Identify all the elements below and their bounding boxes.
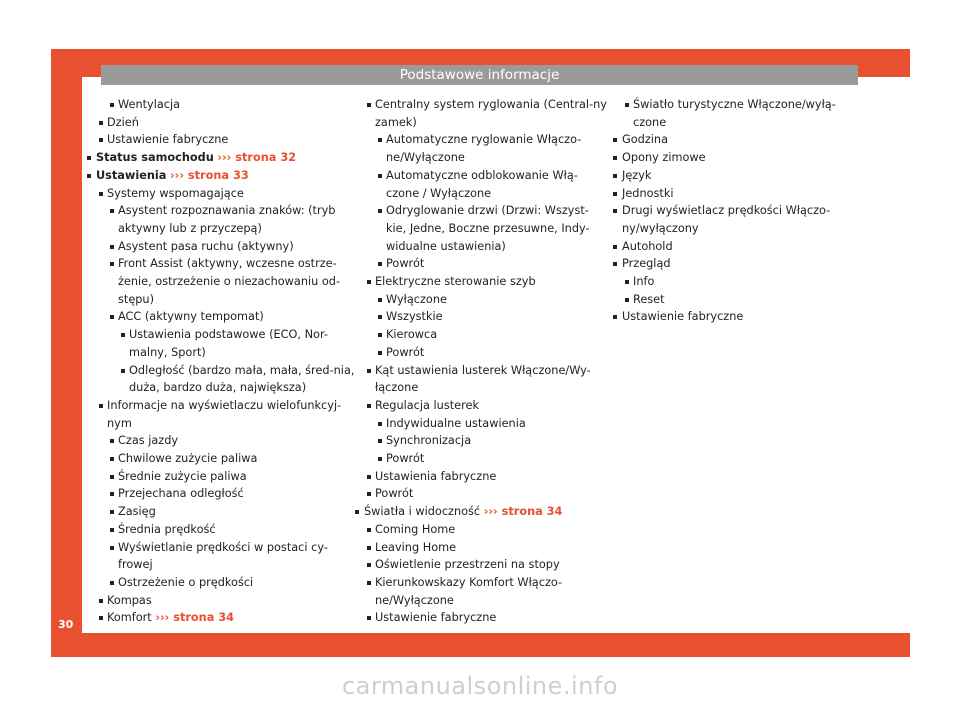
list-item <box>96 432 356 450</box>
page-reference-link[interactable]: ››› strona 33 <box>170 168 249 182</box>
list-item <box>364 521 609 539</box>
list-item <box>96 485 356 503</box>
list-item <box>622 308 852 326</box>
list-item-text: Kąt ustawienia lusterek Włączone/Wy-łączone <box>375 363 591 395</box>
list-item <box>364 556 609 574</box>
list-item <box>364 450 609 468</box>
list-item-text: Powrót <box>375 487 414 501</box>
list-item-text: Wyświetlanie prędkości w postaci cy-frowej <box>118 540 328 572</box>
list-item-text: Wyłączone <box>386 292 447 306</box>
list-item <box>364 291 609 309</box>
list-item <box>96 114 356 132</box>
list-item <box>364 344 609 362</box>
list-item <box>96 609 356 627</box>
list-item <box>96 167 356 185</box>
list-item-text: Reset <box>633 292 665 306</box>
list-item <box>96 362 356 397</box>
list-item-text: Oświetlenie przestrzeni na stopy <box>375 558 560 572</box>
column-1 <box>96 96 356 627</box>
list-item <box>96 539 356 574</box>
list-item <box>364 539 609 557</box>
list-item <box>96 308 356 326</box>
list-item-text: Automatyczne odblokowanie Włą-czone / Wyłączone <box>386 168 578 200</box>
watermark-text: carmanualsonline.info <box>341 672 619 700</box>
list-item <box>622 149 852 167</box>
list-item-text: Centralny system ryglowania (Central-ny zamek) <box>375 98 607 129</box>
list-item-text: Wentylacja <box>118 98 181 111</box>
list-item-text: Ostrzeżenie o prędkości <box>118 575 254 589</box>
list-item-text: Światła i widoczność <box>364 505 481 519</box>
list-item-text: Komfort <box>107 611 152 625</box>
page-reference-link[interactable]: ››› strona 34 <box>483 505 563 519</box>
list-item <box>96 238 356 256</box>
list-item-text: Przegląd <box>622 257 671 271</box>
list-item <box>96 468 356 486</box>
list-item-text: Info <box>633 275 655 289</box>
list-item <box>622 255 852 273</box>
list-item-text: Opony zimowe <box>622 151 706 165</box>
list-item-text: Elektryczne sterowanie szyb <box>375 275 536 289</box>
list-item <box>364 432 609 450</box>
list-item <box>622 202 852 237</box>
list-item <box>622 291 852 309</box>
list-item <box>364 485 609 503</box>
list-item-text: Jednostki <box>622 186 674 200</box>
list-item-text: Dzień <box>107 115 139 129</box>
list-item <box>96 131 356 149</box>
list-item-text: Drugi wyświetlacz prędkości Włączo-ny/wyłączony <box>622 204 831 235</box>
list-item <box>96 149 356 167</box>
list-item-text: Ustawienia fabryczne <box>375 469 497 483</box>
list-item <box>622 167 852 185</box>
list-item <box>364 308 609 326</box>
list-item-text: Ustawienia podstawowe (ECO, Nor-malny, Sport) <box>129 328 328 359</box>
list-item-text: Godzina <box>622 133 668 147</box>
list-item-text: Ustawienie fabryczne <box>107 133 229 147</box>
list-item-text: Status samochodu <box>96 151 214 165</box>
list-item <box>96 592 356 610</box>
list-item <box>622 273 852 291</box>
list-item <box>96 255 356 308</box>
list-item-text: Język <box>622 168 652 182</box>
list-item-text: Czas jazdy <box>118 434 179 448</box>
page-reference-link[interactable]: ››› strona 32 <box>217 151 297 165</box>
list-item <box>96 202 356 237</box>
page-reference-link[interactable]: ››› strona 34 <box>155 611 235 625</box>
list-item <box>96 574 356 592</box>
list-item-text: Autohold <box>622 239 673 253</box>
list-item <box>364 609 609 627</box>
list-item <box>364 255 609 273</box>
list-item-text: Światło turystyczne Włączone/wyłą-czone <box>633 98 836 129</box>
list-item-text: Wszystkie <box>386 310 443 324</box>
list-item <box>96 503 356 521</box>
list-item-text: Kierunkowskazy Komfort Włączo-ne/Wyłączone <box>375 575 563 607</box>
list-item-text: Powrót <box>386 452 425 466</box>
list-item-text: Synchronizacja <box>386 434 472 448</box>
list-item-text: Odryglowanie drzwi (Drzwi: Wszyst-kie, Jedne, Boczne przesuwne, Indy-widualne ustawienia) <box>386 204 590 253</box>
list-item-text: Średnie zużycie paliwa <box>118 469 247 483</box>
list-item <box>364 574 609 609</box>
list-item-text: Systemy wspomagające <box>107 186 244 200</box>
list-item <box>96 521 356 539</box>
list-item-text: Regulacja lusterek <box>375 398 479 412</box>
list-item-text: Asystent rozpoznawania znaków: (tryb aktywny lub z przyczepą) <box>118 204 336 235</box>
column-2 <box>364 96 609 627</box>
list-item-text: Leaving Home <box>375 540 457 554</box>
list-item-text: ACC (aktywny tempomat) <box>118 310 264 324</box>
list-item <box>622 185 852 203</box>
section-header: Podstawowe informacje <box>101 65 858 85</box>
list-item <box>96 96 356 114</box>
list-item <box>364 326 609 344</box>
list-item <box>96 397 356 432</box>
list-item <box>364 503 609 521</box>
list-item-text: Coming Home <box>375 522 456 536</box>
list-item <box>622 238 852 256</box>
list-item-text: Kompas <box>107 593 152 607</box>
list-item <box>364 415 609 433</box>
list-item <box>364 273 609 291</box>
list-item-text: Zasięg <box>118 505 156 519</box>
list-item-text: Kierowca <box>386 328 438 342</box>
list-item-text: Powrót <box>386 345 425 359</box>
list-item-text: Front Assist (aktywny, wczesne ostrze-żenie, ostrzeżenie o niezachowaniu od-stępu) <box>118 257 341 306</box>
list-item <box>364 167 609 202</box>
list-item <box>96 185 356 203</box>
list-item <box>364 468 609 486</box>
list-item-text: Ustawienie fabryczne <box>375 611 497 625</box>
list-item-text: Powrót <box>386 257 425 271</box>
list-item-text: Indywidualne ustawienia <box>386 416 526 430</box>
list-item <box>364 202 609 255</box>
list-item <box>364 96 609 131</box>
list-item-text: Przejechana odległość <box>118 487 244 501</box>
list-item <box>364 397 609 415</box>
page-number: 30 <box>58 618 74 631</box>
list-item <box>622 96 852 131</box>
list-item-text: Ustawienie fabryczne <box>622 310 744 324</box>
list-item <box>622 131 852 149</box>
list-item-text: Ustawienia <box>96 168 167 182</box>
list-item-text: Automatyczne ryglowanie Włączo-ne/Wyłączone <box>386 133 582 165</box>
list-item <box>364 362 609 397</box>
list-item-text: Średnia prędkość <box>118 522 216 536</box>
list-item-text: Asystent pasa ruchu (aktywny) <box>118 239 294 253</box>
list-item-text: Chwilowe zużycie paliwa <box>118 452 258 466</box>
list-item-text: Odległość (bardzo mała, mała, śred-nia, duża, bardzo duża, największa) <box>129 363 355 395</box>
list-item <box>364 131 609 166</box>
list-item-text: Informacje na wyświetlaczu wielofunkcyj-nym <box>107 398 342 430</box>
list-item <box>96 450 356 468</box>
list-item <box>96 326 356 361</box>
column-3 <box>622 96 852 326</box>
